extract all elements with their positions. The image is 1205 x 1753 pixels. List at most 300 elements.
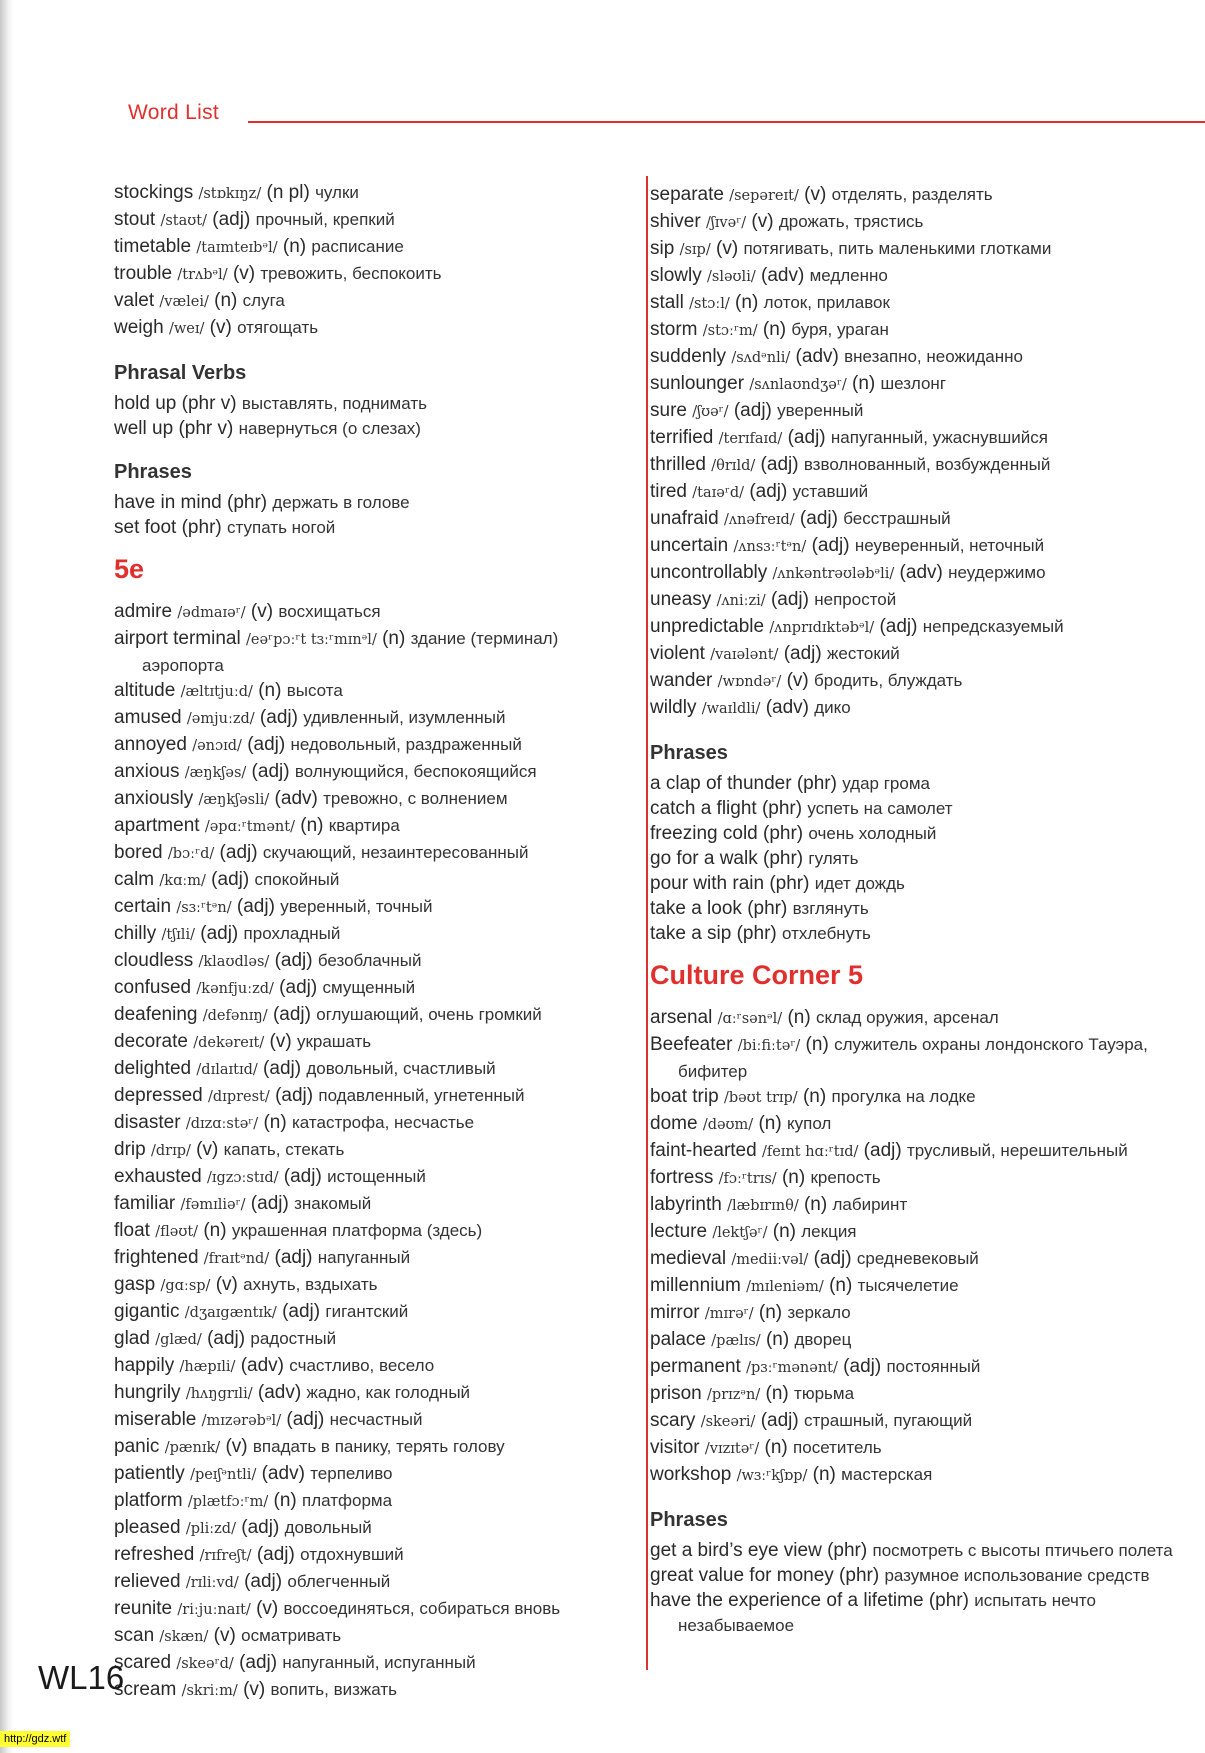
part-of-speech: (phr v) [181, 393, 237, 414]
headword: confused [114, 977, 192, 998]
translation: навернуться (о слезах) [238, 419, 421, 438]
transcription: /pælɪs/ [711, 1333, 761, 1349]
part-of-speech: (n) [765, 1383, 789, 1404]
part-of-speech: (adj) [256, 1544, 295, 1565]
transcription: /sepəreɪt/ [729, 188, 799, 204]
translation: тюрьма [794, 1384, 855, 1403]
transcription: /plætfɔːʳm/ [187, 1494, 269, 1510]
translation: напуганный [317, 1248, 411, 1267]
word-entry [114, 1515, 634, 1542]
part-of-speech: (v) [786, 670, 809, 691]
headword: cloudless [114, 950, 194, 971]
transcription: /stɒkɪŋz/ [198, 186, 262, 202]
word-entry [114, 599, 634, 626]
transcription: /sɪp/ [679, 242, 711, 258]
headword: uncontrollably [650, 562, 768, 583]
transcription: /sləʊli/ [707, 269, 756, 285]
part-of-speech: (adj) [783, 643, 822, 664]
translation: воссоединяться, собираться вновь [283, 1599, 561, 1618]
word-entry [650, 846, 1195, 871]
headword: relieved [114, 1571, 181, 1592]
part-of-speech: (n) [214, 290, 238, 311]
transcription: /dɪlaɪtɪd/ [196, 1062, 258, 1078]
part-of-speech: (n) [772, 1221, 796, 1242]
transcription: /hæpɪli/ [179, 1359, 236, 1375]
headword: get a bird’s eye view [650, 1540, 822, 1561]
translation: несчастный [329, 1410, 423, 1429]
transcription: /æŋkʃəs/ [184, 765, 247, 781]
part-of-speech: (adj) [207, 1328, 246, 1349]
headword: disaster [114, 1112, 181, 1133]
word-entry [650, 263, 1195, 290]
headword: valet [114, 290, 155, 311]
part-of-speech: (n) [762, 319, 787, 340]
transcription: /lektʃəʳ/ [712, 1225, 768, 1241]
translation: впадать в панику, терять голову [252, 1437, 505, 1456]
word-entry [650, 1538, 1195, 1563]
transcription: /læbɪrɪnθ/ [727, 1198, 799, 1214]
translation: медленно [809, 266, 888, 285]
translation: прогулка на лодке [831, 1087, 976, 1106]
translation: безоблачный [317, 951, 422, 970]
translation: буря, ураган [791, 320, 889, 339]
headword: fortress [650, 1167, 714, 1188]
word-entry [650, 317, 1195, 344]
part-of-speech: (n) [802, 1086, 827, 1107]
word-entry [114, 1677, 634, 1704]
word-entry [650, 1219, 1195, 1246]
part-of-speech: (adj) [241, 1517, 280, 1538]
word-entry [114, 261, 634, 288]
transcription: /ʌnprɪdɪktəbᵊl/ [769, 620, 875, 636]
part-of-speech: (v) [232, 263, 256, 284]
translation: отдохнувший [300, 1545, 404, 1564]
word-entry [114, 1380, 634, 1407]
part-of-speech: (n) [805, 1034, 829, 1055]
word-entry [650, 1032, 1195, 1084]
headword: glad [114, 1328, 150, 1349]
word-entry [114, 786, 634, 813]
translation: вопить, визжать [270, 1680, 398, 1699]
translation: ахнуть, вздыхать [243, 1275, 378, 1294]
headword: happily [114, 1355, 175, 1376]
headword: arsenal [650, 1007, 713, 1028]
headword: slowly [650, 265, 702, 286]
headword: reunite [114, 1598, 173, 1619]
translation: неуверенный, неточный [854, 536, 1045, 555]
transcription: /hʌŋgrɪli/ [185, 1386, 253, 1402]
word-entry [650, 668, 1195, 695]
part-of-speech: (n) [787, 1007, 811, 1028]
word-entry [114, 391, 634, 416]
transcription: /ʌniːzi/ [716, 593, 766, 609]
transcription: /terɪfaɪd/ [718, 431, 783, 447]
transcription: /defənɪŋ/ [202, 1008, 268, 1024]
headword: boat trip [650, 1086, 719, 1107]
word-entry [650, 641, 1195, 668]
word-entry [650, 921, 1195, 946]
part-of-speech: (adj) [863, 1140, 902, 1161]
part-of-speech: (v) [716, 238, 739, 259]
transcription: /skriːm/ [181, 1683, 238, 1699]
headword: delighted [114, 1058, 192, 1079]
headword: sure [650, 400, 687, 421]
translation: отхлебнуть [782, 924, 871, 943]
part-of-speech: (adj) [286, 1409, 325, 1430]
translation: украшать [296, 1032, 372, 1051]
word-entry [650, 896, 1195, 921]
translation: тысячелетие [857, 1276, 959, 1295]
part-of-speech: (v) [751, 211, 774, 232]
translation: скучающий, незаинтересованный [262, 843, 529, 862]
part-of-speech: (adj) [274, 1247, 313, 1268]
transcription: /θrɪld/ [711, 458, 756, 474]
transcription: /gɑːsp/ [160, 1278, 211, 1294]
part-of-speech: (v) [243, 1679, 266, 1700]
transcription: /ɪgzɔːstɪd/ [206, 1170, 279, 1186]
word-entry [114, 1299, 634, 1326]
part-of-speech: (phr) [827, 1540, 868, 1561]
part-of-speech: (n) [300, 815, 324, 836]
transcription: /fəmɪliəʳ/ [180, 1197, 246, 1213]
headword: stockings [114, 182, 194, 203]
part-of-speech: (n) [812, 1464, 836, 1485]
word-entry [650, 1300, 1195, 1327]
translation: терпеливо [310, 1464, 393, 1483]
headword: uncertain [650, 535, 729, 556]
transcription: /tʃɪli/ [161, 927, 195, 943]
headword: go for a walk [650, 848, 758, 869]
page-edge-shadow [0, 0, 14, 1753]
translation: восхищаться [278, 602, 381, 621]
column-divider [646, 176, 648, 1670]
part-of-speech: (adj) [239, 1652, 278, 1673]
transcription: /skeəri/ [700, 1414, 756, 1430]
part-of-speech: (v) [269, 1031, 292, 1052]
part-of-speech: (adv) [765, 697, 809, 718]
word-entry [650, 1435, 1195, 1462]
transcription: /skeəʳd/ [176, 1656, 234, 1672]
transcription: /skæn/ [159, 1629, 209, 1645]
word-entry [114, 626, 634, 678]
word-entry [114, 180, 634, 207]
translation: взволнованный, возбужденный [803, 455, 1051, 474]
word-entry [114, 490, 634, 515]
word-entry [114, 1407, 634, 1434]
transcription: /ʃʊəʳ/ [692, 404, 729, 420]
headword: violent [650, 643, 705, 664]
word-entry [114, 759, 634, 786]
word-entry [114, 1110, 634, 1137]
translation: гигантский [325, 1302, 409, 1321]
headword: admire [114, 601, 173, 622]
part-of-speech: (adj) [283, 1166, 322, 1187]
headword: take a look [650, 898, 742, 919]
word-entry [650, 796, 1195, 821]
translation: служитель охраны лондонского Тауэра, бифитер [678, 1035, 1148, 1081]
word-entry [650, 1354, 1195, 1381]
transcription: /ʌnsɜːʳtᵊn/ [733, 539, 807, 555]
headword: terrified [650, 427, 714, 448]
word-entry [114, 1056, 634, 1083]
transcription: /staʊt/ [160, 213, 207, 229]
word-entry [114, 1191, 634, 1218]
word-entry [114, 840, 634, 867]
word-entry [650, 1588, 1195, 1638]
headword: palace [650, 1329, 706, 1350]
word-entry [650, 425, 1195, 452]
headword: frightened [114, 1247, 199, 1268]
headword: altitude [114, 680, 176, 701]
transcription: /riːjuːnaɪt/ [177, 1602, 251, 1618]
headword: depressed [114, 1085, 203, 1106]
translation: непростой [814, 590, 897, 609]
transcription: /əpɑːʳtmənt/ [204, 819, 295, 835]
transcription: /rɪliːvd/ [185, 1575, 239, 1591]
entry-list [650, 771, 1195, 946]
headword: dome [650, 1113, 698, 1134]
transcription: /mɪrəʳ/ [704, 1306, 754, 1322]
translation: тревожно, с волнением [323, 789, 508, 808]
part-of-speech: (v) [213, 1625, 236, 1646]
word-entry [650, 506, 1195, 533]
translation: дрожать, трястись [778, 212, 924, 231]
part-of-speech: (n) [382, 628, 406, 649]
word-entry [114, 678, 634, 705]
transcription: /eəʳpɔːʳt tɜːʳmɪnᵊl/ [246, 632, 377, 648]
transcription: /bəʊt trɪp/ [723, 1090, 798, 1106]
word-entry [650, 1111, 1195, 1138]
transcription: /stɔːl/ [689, 296, 730, 312]
transcription: /drɪp/ [150, 1143, 191, 1159]
part-of-speech: (adj) [244, 1571, 283, 1592]
transcription: /ɑːʳsənᵊl/ [717, 1011, 783, 1027]
headword: suddenly [650, 346, 727, 367]
translation: прочный, крепкий [255, 210, 395, 229]
transcription: /kɑːm/ [159, 873, 206, 889]
part-of-speech: (phr v) [178, 418, 234, 439]
unit-heading-culture-corner: Culture Corner 5 [650, 960, 864, 990]
translation: знакомый [294, 1194, 372, 1213]
headword: unpredictable [650, 616, 765, 637]
transcription: /ənɔɪd/ [192, 738, 242, 754]
transcription: /taɪəʳd/ [692, 485, 745, 501]
headword: panic [114, 1436, 160, 1457]
part-of-speech: (adj) [879, 616, 918, 637]
word-entry [114, 315, 634, 342]
transcription: /pɜːʳmənənt/ [746, 1360, 838, 1376]
word-entry [114, 975, 634, 1002]
word-entry [114, 1002, 634, 1029]
part-of-speech: (adj) [247, 734, 286, 755]
part-of-speech: (n) [765, 1329, 790, 1350]
transcription: /ədmaɪəʳ/ [177, 605, 246, 621]
translation: дико [814, 698, 851, 717]
part-of-speech: (adj) [200, 923, 239, 944]
headword: unafraid [650, 508, 719, 529]
translation: расписание [311, 237, 404, 256]
part-of-speech: (adj) [250, 1193, 289, 1214]
headword: weigh [114, 317, 164, 338]
part-of-speech: (adj) [272, 1004, 311, 1025]
part-of-speech: (adv) [240, 1355, 285, 1376]
headword: well up [114, 418, 174, 439]
translation: катастрофа, несчастье [292, 1113, 475, 1132]
headword: anxiously [114, 788, 194, 809]
translation: счастливо, весело [289, 1356, 435, 1375]
translation: посмотреть с высоты птичьего полета [872, 1541, 1173, 1560]
word-entry [650, 1138, 1195, 1165]
headword: stall [650, 292, 684, 313]
headword: sunlounger [650, 373, 745, 394]
transcription: /rɪfreʃt/ [199, 1548, 252, 1564]
part-of-speech: (adj) [843, 1356, 882, 1377]
transcription: /wɜːʳkʃɒp/ [736, 1468, 808, 1484]
part-of-speech: (v) [215, 1274, 238, 1295]
word-entry [114, 1245, 634, 1272]
translation: неудержимо [948, 563, 1046, 582]
transcription: /wɒndəʳ/ [717, 674, 782, 690]
part-of-speech: (adj) [282, 1301, 321, 1322]
translation: лоток, прилавок [763, 293, 890, 312]
part-of-speech: (adj) [219, 842, 258, 863]
word-entry [114, 1461, 634, 1488]
translation: средневековый [856, 1249, 979, 1268]
word-entry [114, 207, 634, 234]
part-of-speech: (phr) [763, 848, 804, 869]
page-number: WL16 [38, 1659, 125, 1696]
translation: тревожить, беспокоить [260, 264, 442, 283]
headword: wander [650, 670, 713, 691]
word-entry [650, 821, 1195, 846]
translation: слуга [242, 291, 285, 310]
part-of-speech: (adj) [251, 761, 290, 782]
translation: очень холодный [808, 824, 937, 843]
translation: внезапно, неожиданно [844, 347, 1023, 366]
transcription: /taɪmteɪbᵊl/ [196, 240, 278, 256]
part-of-speech: (v) [804, 184, 827, 205]
header-rule [248, 121, 1205, 123]
translation: капать, стекать [223, 1140, 345, 1159]
word-entry [114, 894, 634, 921]
headword: timetable [114, 236, 192, 257]
part-of-speech: (phr) [769, 873, 810, 894]
left-column [114, 180, 634, 1704]
part-of-speech: (n) [764, 1437, 788, 1458]
word-entry [114, 948, 634, 975]
transcription: /sʌdᵊnli/ [731, 350, 791, 366]
part-of-speech: (phr) [747, 898, 788, 919]
word-entry [650, 587, 1195, 614]
transcription: /prɪzᵊn/ [707, 1387, 761, 1403]
part-of-speech: (n) [758, 1302, 783, 1323]
translation: выставлять, поднимать [241, 394, 427, 413]
transcription: /dɪzɑːstəʳ/ [185, 1116, 259, 1132]
transcription: /fləʊt/ [155, 1224, 199, 1240]
translation: прохладный [243, 924, 341, 943]
word-entry [650, 1563, 1195, 1588]
word-entry [114, 1218, 634, 1245]
translation: идет дождь [814, 874, 905, 893]
translation: бродить, блуждать [814, 671, 963, 690]
headword: Beefeater [650, 1034, 733, 1055]
part-of-speech: (phr) [839, 1565, 880, 1586]
translation: бесстрашный [843, 509, 951, 528]
part-of-speech: (phr) [736, 923, 777, 944]
source-link[interactable]: http://gdz.wtf [0, 1731, 70, 1747]
headword: chilly [114, 923, 157, 944]
section-heading-phrases: Phrases [650, 1509, 728, 1531]
translation: радостный [250, 1329, 337, 1348]
translation: трусливый, нерешительный [906, 1141, 1128, 1160]
transcription: /bɔːʳd/ [167, 846, 215, 862]
headword: airport terminal [114, 628, 241, 649]
entry-list [650, 182, 1195, 722]
part-of-speech: (n) [852, 373, 876, 394]
headword: labyrinth [650, 1194, 722, 1215]
transcription: /mediiːvəl/ [731, 1252, 809, 1268]
word-entry [650, 1408, 1195, 1435]
transcription: /sɜːʳtᵊn/ [176, 900, 232, 916]
part-of-speech: (v) [225, 1436, 248, 1457]
headword: great value for money [650, 1565, 834, 1586]
translation: довольный, счастливый [306, 1059, 496, 1078]
translation: отягощать [237, 318, 319, 337]
part-of-speech: (n) [735, 292, 759, 313]
section-heading-phrasal-verbs: Phrasal Verbs [114, 362, 247, 384]
headword: gasp [114, 1274, 156, 1295]
word-entry [114, 1596, 634, 1623]
translation: высота [286, 681, 343, 700]
translation: шезлонг [880, 374, 947, 393]
part-of-speech: (n) [282, 236, 307, 257]
word-entry [650, 1192, 1195, 1219]
headword: medieval [650, 1248, 727, 1269]
part-of-speech: (n) [258, 680, 282, 701]
word-entry [650, 398, 1195, 425]
word-entry [650, 1246, 1195, 1273]
part-of-speech: (adj) [212, 209, 251, 230]
translation: мастерская [841, 1465, 933, 1484]
transcription: /dekəreɪt/ [193, 1035, 265, 1051]
word-entry [114, 1272, 634, 1299]
part-of-speech: (v) [196, 1139, 219, 1160]
translation: разумное использование средств [884, 1566, 1150, 1585]
entry-list [650, 1005, 1195, 1489]
word-entry [114, 813, 634, 840]
headword: hungrily [114, 1382, 181, 1403]
part-of-speech: (adv) [761, 265, 805, 286]
headword: workshop [650, 1464, 732, 1485]
part-of-speech: (phr) [761, 798, 803, 819]
transcription: /peɪʃᵊntli/ [190, 1467, 257, 1483]
headword: calm [114, 869, 155, 890]
part-of-speech: (n) [263, 1112, 287, 1133]
word-entry [114, 1569, 634, 1596]
word-entry [650, 1084, 1195, 1111]
translation: квартира [328, 816, 400, 835]
word-entry [114, 515, 634, 540]
translation: истощенный [327, 1167, 426, 1186]
part-of-speech: (n) [803, 1194, 828, 1215]
translation: осматривать [241, 1626, 342, 1645]
headword: exhausted [114, 1166, 202, 1187]
word-entry [650, 371, 1195, 398]
word-entry [650, 1005, 1195, 1032]
part-of-speech: (phr) [181, 517, 222, 538]
translation: уставший [792, 482, 869, 501]
headword: have the experience of a lifetime [650, 1590, 924, 1611]
